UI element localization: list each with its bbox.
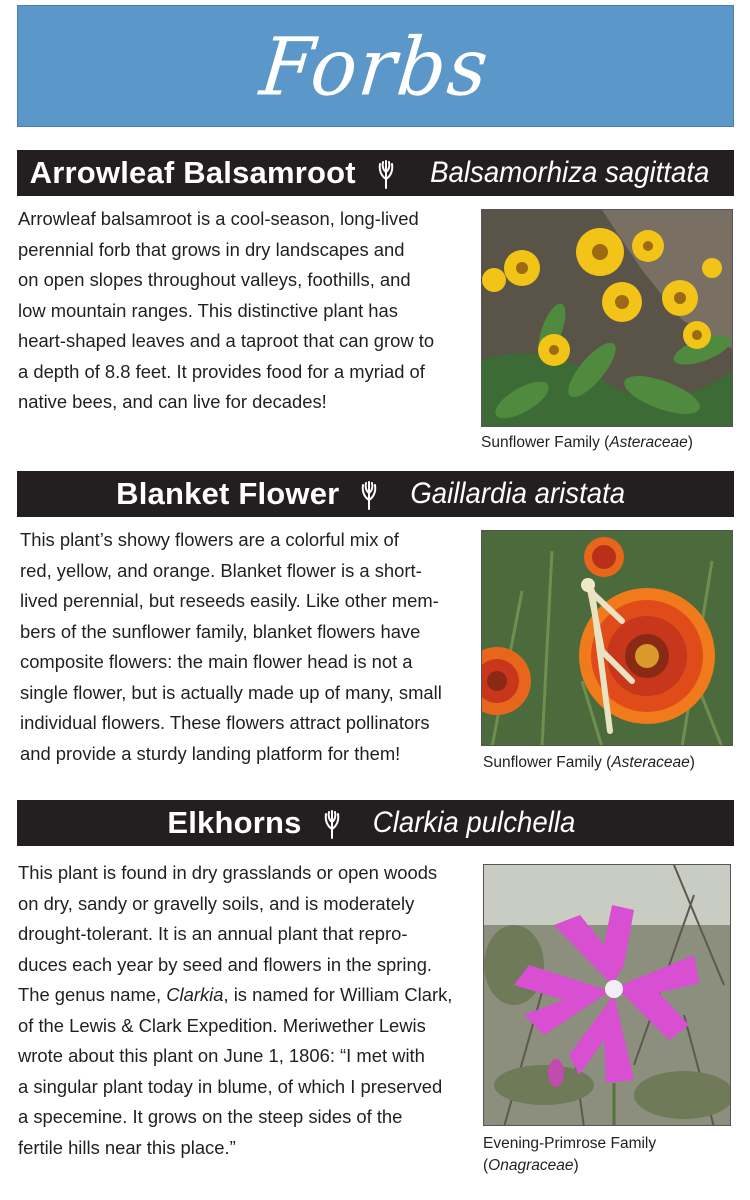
page-title: Forbs bbox=[256, 19, 495, 113]
red-orange-flower-with-mantis-photo-icon bbox=[482, 531, 733, 746]
caption-latin: Asteraceae bbox=[611, 754, 690, 771]
caption-family: Sunflower Family ( bbox=[481, 434, 610, 451]
section-header-elkhorns bbox=[17, 800, 734, 846]
yellow-sunflower-photo-icon bbox=[482, 210, 733, 427]
description-line: red, yellow, and orange. Blanket flower is a short- bbox=[20, 559, 422, 581]
caption-open: ( bbox=[483, 1157, 489, 1174]
caption-family: Sunflower Family ( bbox=[483, 754, 612, 771]
scientific-name: Clarkia pulchella bbox=[372, 806, 575, 839]
page-banner bbox=[17, 5, 734, 127]
description-line: wrote about this plant on June 1, 1806: “I met with bbox=[18, 1045, 425, 1066]
plant-sprig-icon bbox=[357, 478, 381, 510]
caption-latin: Asteraceae bbox=[609, 434, 688, 451]
caption-close: ) bbox=[689, 754, 695, 771]
description-line: individual flowers. These flowers attract pollinators bbox=[20, 712, 430, 733]
pink-clarkia-flower-photo-icon bbox=[484, 865, 731, 1126]
plant-sprig-icon bbox=[320, 807, 344, 839]
description-line: and provide a sturdy landing platform for them! bbox=[20, 742, 401, 764]
common-name: Blanket Flower bbox=[116, 476, 340, 511]
common-name: Elkhorns bbox=[167, 805, 302, 840]
description-line: drought-tolerant. It is an annual plant that repro- bbox=[18, 923, 408, 944]
description-blanket-flower bbox=[20, 525, 442, 769]
caption-blanket-flower bbox=[483, 752, 695, 774]
description-line: on dry, sandy or gravelly soils, and is moderately bbox=[18, 892, 415, 914]
caption-family: Evening-Primrose Family bbox=[483, 1135, 657, 1152]
description-line: heart-shaped leaves and a taproot that can grow to bbox=[18, 330, 435, 351]
description-line: composite flowers: the main flower head is not a bbox=[20, 651, 413, 672]
section-header-blanket-flower bbox=[17, 471, 734, 517]
description-line: a specemine. It grows on the steep sides of the bbox=[18, 1106, 403, 1127]
caption-close: ) bbox=[573, 1157, 579, 1174]
genus-post: , is named for William Clark, bbox=[223, 984, 453, 1005]
description-line: of the Lewis & Clark Expedition. Meriwether Lewis bbox=[18, 1014, 426, 1036]
caption-close: ) bbox=[687, 434, 693, 451]
scientific-name: Gaillardia aristata bbox=[410, 477, 626, 510]
description-line-genus bbox=[18, 980, 452, 1011]
elkhorns-photo bbox=[483, 864, 731, 1126]
description-line: a singular plant today in blume, of which I preserved bbox=[18, 1075, 443, 1097]
description-line: lived perennial, but reseeds easily. Like other mem- bbox=[20, 590, 439, 611]
description-line: on open slopes throughout valleys, foothills, and bbox=[18, 269, 411, 290]
caption-latin: Onagraceae bbox=[488, 1157, 574, 1174]
description-elkhorns bbox=[18, 858, 452, 1163]
description-line: perennial forb that grows in dry landscapes and bbox=[18, 238, 405, 260]
section-header-balsamroot bbox=[17, 150, 734, 196]
description-line: low mountain ranges. This distinctive plant has bbox=[18, 299, 398, 321]
description-line: a depth of 8.8 feet. It provides food for a myriad of bbox=[18, 360, 425, 382]
description-line: native bees, and can live for decades! bbox=[18, 391, 327, 412]
description-line: duces each year by seed and flowers in the spring. bbox=[18, 953, 433, 975]
scientific-name: Balsamorhiza sagittata bbox=[429, 156, 710, 189]
balsamroot-photo bbox=[481, 209, 733, 427]
description-line: bers of the sunflower family, blanket flowers have bbox=[20, 620, 421, 642]
caption-balsamroot bbox=[481, 432, 693, 454]
description-line: single flower, but is actually made up of many, small bbox=[20, 681, 442, 703]
description-line: This plant’s showy flowers are a colorful mix of bbox=[20, 529, 399, 550]
common-name: Arrowleaf Balsamroot bbox=[29, 155, 356, 190]
genus-italic: Clarkia bbox=[166, 984, 224, 1005]
plant-sprig-icon bbox=[374, 157, 398, 189]
description-line: This plant is found in dry grasslands or open woods bbox=[18, 862, 438, 883]
description-line: Arrowleaf balsamroot is a cool-season, long-lived bbox=[18, 208, 419, 229]
blanket-flower-photo bbox=[481, 530, 733, 746]
genus-pre: The genus name, bbox=[18, 984, 167, 1005]
description-line: fertile hills near this place.” bbox=[18, 1136, 236, 1158]
caption-elkhorns bbox=[483, 1133, 656, 1177]
description-balsamroot bbox=[18, 204, 434, 418]
